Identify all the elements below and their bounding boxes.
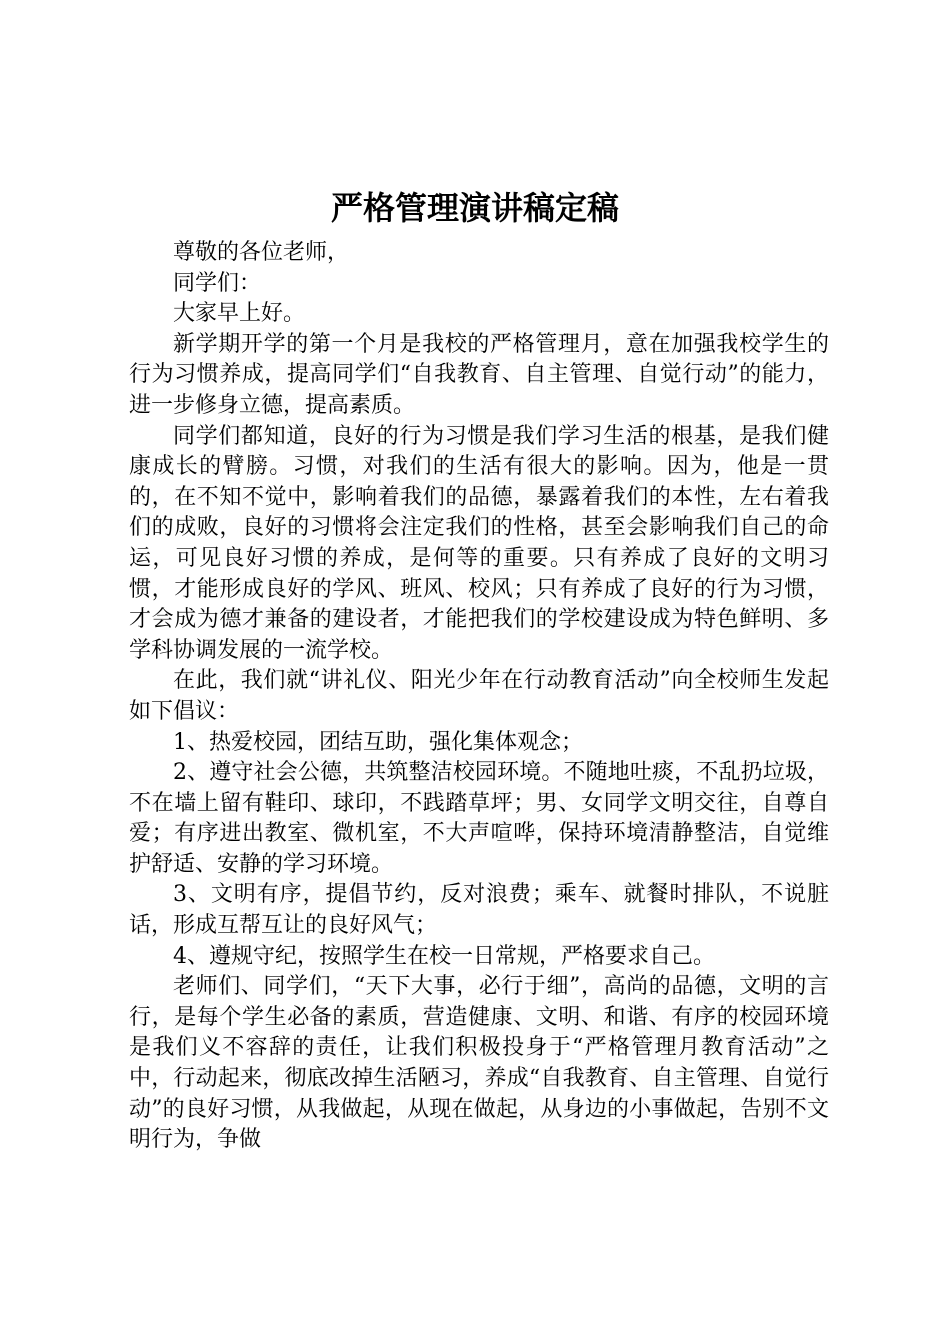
document-body (129, 238, 829, 1156)
greeting-line: 大家早上好。 (173, 301, 306, 327)
body-paragraph: 新学期开学的第一个月是我校的严格管理月，意在加强我校学生的行为习惯养成，提高同学们“自我教育、自主管理、自觉行动”的能力，进一步修身立德，提高素质。 (129, 331, 829, 418)
greeting-line: 同学们： (173, 270, 262, 296)
body-paragraph: 老师们、同学们，“天下大事，必行于细”，高尚的品德，文明的言行，是每个学生必备的素质，营造健康、文明、和谐、有序的校园环境是我们义不容辞的责任，让我们积极投身于“严格管理月教育活动”之中，行动起来，彻底改掉生活陋习，养成“自我教育、自主管理、自觉行动”的良好习惯，从我做起，从现在做起，从身边的小事做起，告别不文明行为，争做 (129, 974, 829, 1153)
proposal-item: 2、遵守社会公德，共筑整洁校园环境。不随地吐痰，不乱扔垃圾，不在墙上留有鞋印、球印，不践踏草坪；男、女同学文明交往，自尊自爱；有序进出教室、微机室，不大声喧哗，保持环境清静整洁，自觉维护舒适、安静的学习环境。 (129, 760, 829, 877)
document-title: 严格管理演讲稿定稿 (330, 189, 619, 227)
body-paragraph: 在此，我们就“讲礼仪、阳光少年在行动教育活动”向全校师生发起如下倡议： (129, 668, 829, 724)
proposal-item: 4、遵规守纪，按照学生在校一日常规，严格要求自己。 (173, 943, 715, 969)
greeting-line: 尊敬的各位老师， (173, 240, 350, 265)
body-paragraph: 同学们都知道，良好的行为习惯是我们学习生活的根基，是我们健康成长的臂膀。习惯，对我们的生活有很大的影响。因为，他是一贯的，在不知不觉中，影响着我们的品德，暴露着我们的本性，左右着我们的成败，良好的习惯将会注定我们的性格，甚至会影响我们自己的命运，可见良好习惯的养成，是何等的重要。只有养成了良好的文明习惯，才能形成良好的学风、班风、校风；只有养成了良好的行为习惯，才会成为德才兼备的建设者，才能把我们的学校建设成为特色鲜明、多学科协调发展的一流学校。 (129, 423, 829, 663)
proposal-item: 1、热爱校园，团结互助，强化集体观念； (173, 729, 583, 755)
proposal-item: 3、文明有序，提倡节约，反对浪费；乘车、就餐时排队，不说脏话，形成互帮互让的良好风气； (129, 882, 829, 939)
